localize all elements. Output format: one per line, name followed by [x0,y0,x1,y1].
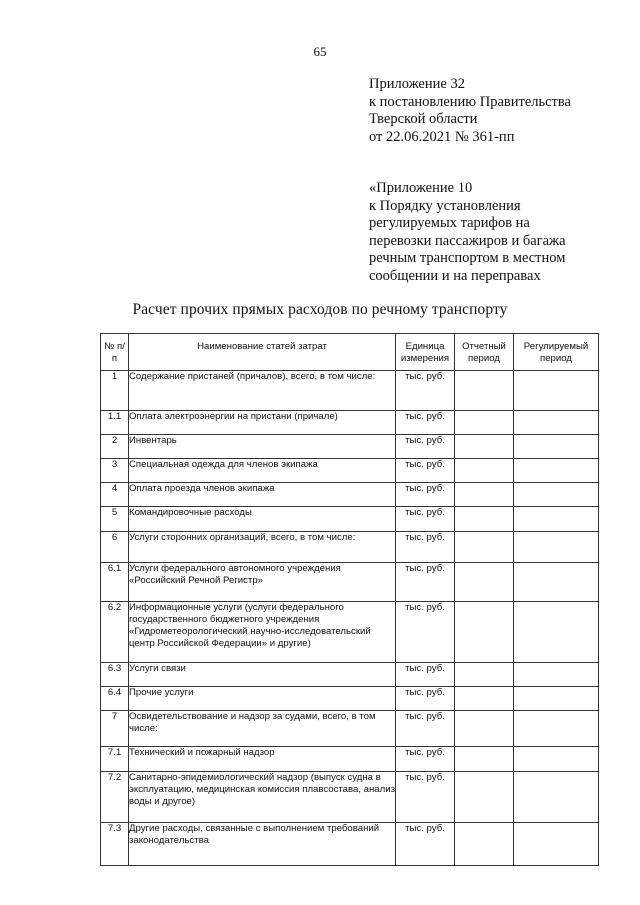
row-reported-cell[interactable] [455,532,514,563]
row-num: 6.3 [101,663,129,687]
appendix-10-line: перевозки пассажиров и багажа [369,232,566,249]
table-row [101,435,599,459]
row-reported-cell[interactable] [455,602,514,663]
row-num: 6.2 [101,602,129,663]
row-unit: тыс. руб. [396,663,455,687]
row-regulated-cell[interactable] [514,532,599,563]
row-name: Специальная одежда для членов экипажа [129,459,396,483]
row-unit: тыс. руб. [396,711,455,747]
row-name: Прочие услуги [129,687,396,711]
row-unit: тыс. руб. [396,602,455,663]
row-reported-cell[interactable] [455,823,514,866]
appendix-32-line: Приложение 32 [369,76,465,92]
table-row [101,563,599,602]
row-unit: тыс. руб. [396,747,455,772]
row-reported-cell[interactable] [455,663,514,687]
row-regulated-cell[interactable] [514,663,599,687]
appendix-10-line: регулируемых тарифов на [369,215,530,231]
table-row [101,532,599,563]
table-row [101,411,599,435]
row-reported-cell[interactable] [455,483,514,507]
table-row [101,483,599,507]
row-name: Услуги связи [129,663,396,687]
header-num: № п/п [101,334,129,371]
row-num: 7.1 [101,747,129,772]
appendix-32-header [369,76,619,146]
row-unit: тыс. руб. [396,563,455,602]
page-number: 65 [313,44,327,59]
table-row [101,602,599,663]
row-num: 3 [101,459,129,483]
row-regulated-cell[interactable] [514,459,599,483]
row-reported-cell[interactable] [455,371,514,411]
row-name: Оплата электроэнергии на пристани (причале) [129,411,396,435]
appendix-10-header [369,180,619,285]
row-reported-cell[interactable] [455,772,514,823]
table-row [101,459,599,483]
cost-table [100,333,599,866]
row-name: Другие расходы, связанные с выполнением требований законодательства [129,823,396,866]
row-regulated-cell[interactable] [514,411,599,435]
row-reported-cell[interactable] [455,711,514,747]
row-num: 1 [101,371,129,411]
row-unit: тыс. руб. [396,687,455,711]
row-reported-cell[interactable] [455,411,514,435]
row-unit: тыс. руб. [396,435,455,459]
row-name: Услуги федерального автономного учреждения «Российский Речной Регистр» [129,563,396,602]
row-regulated-cell[interactable] [514,371,599,411]
row-unit: тыс. руб. [396,507,455,532]
row-reported-cell[interactable] [455,435,514,459]
row-num: 6.1 [101,563,129,602]
row-num: 7 [101,711,129,747]
row-name: Технический и пожарный надзор [129,747,396,772]
row-regulated-cell[interactable] [514,772,599,823]
row-unit: тыс. руб. [396,772,455,823]
row-name: Инвентарь [129,435,396,459]
row-num: 6 [101,532,129,563]
appendix-10-line: сообщении и на переправах [369,267,541,284]
row-num: 2 [101,435,129,459]
row-regulated-cell[interactable] [514,483,599,507]
header-reported-period: Отчетный период [455,334,514,371]
row-unit: тыс. руб. [396,823,455,866]
appendix-32-line: Тверской области [369,111,478,127]
row-num: 6.4 [101,687,129,711]
appendix-10-line: «Приложение 10 [369,180,473,196]
header-name: Наименование статей затрат [129,334,396,371]
row-regulated-cell[interactable] [514,823,599,866]
row-regulated-cell[interactable] [514,507,599,532]
row-unit: тыс. руб. [396,532,455,563]
row-num: 5 [101,507,129,532]
row-name: Освидетельствование и надзор за судами, всего, в том числе: [129,711,396,747]
row-num: 1.1 [101,411,129,435]
table-header-row [101,334,599,371]
row-name: Командировочные расходы [129,507,396,532]
table-row [101,687,599,711]
table-row [101,772,599,823]
table-title: Расчет прочих прямых расходов по речному транспорту [132,301,508,318]
row-num: 7.3 [101,823,129,866]
table-row [101,747,599,772]
row-reported-cell[interactable] [455,459,514,483]
appendix-10-line: речным транспортом в местном [369,250,566,266]
row-name: Информационные услуги (услуги федерального государственного бюджетного учреждения «Гидрометеорологический научно-исследовательский центр Российской Федерации» и другие) [129,602,396,663]
row-name: Содержание пристаней (причалов), всего, в том числе: [129,371,396,411]
row-unit: тыс. руб. [396,459,455,483]
header-regulated-period: Регулируемый период [514,334,599,371]
row-reported-cell[interactable] [455,687,514,711]
row-num: 7.2 [101,772,129,823]
row-regulated-cell[interactable] [514,687,599,711]
row-unit: тыс. руб. [396,371,455,411]
row-num: 4 [101,483,129,507]
table-row [101,823,599,866]
row-regulated-cell[interactable] [514,435,599,459]
header-unit: Единица измерения [396,334,455,371]
row-unit: тыс. руб. [396,411,455,435]
table-row [101,663,599,687]
row-unit: тыс. руб. [396,483,455,507]
row-regulated-cell[interactable] [514,563,599,602]
appendix-10-line: к Порядку установления [369,197,521,214]
row-name: Услуги сторонних организаций, всего, в том числе: [129,532,396,563]
table-row [101,371,599,411]
row-reported-cell[interactable] [455,507,514,532]
row-reported-cell[interactable] [455,747,514,772]
table-row [101,507,599,532]
row-regulated-cell[interactable] [514,711,599,747]
row-name: Санитарно-эпидемиологический надзор (выпуск судна в эксплуатацию, медицинская комиссия плавсостава, анализ воды и другое) [129,772,396,823]
row-regulated-cell[interactable] [514,602,599,663]
row-regulated-cell[interactable] [514,747,599,772]
row-reported-cell[interactable] [455,563,514,602]
appendix-32-line: от 22.06.2021 № 361-пп [369,128,515,145]
row-name: Оплата проезда членов экипажа [129,483,396,507]
table-row [101,711,599,747]
table-body [101,371,599,866]
appendix-32-line: к постановлению Правительства [369,93,571,110]
